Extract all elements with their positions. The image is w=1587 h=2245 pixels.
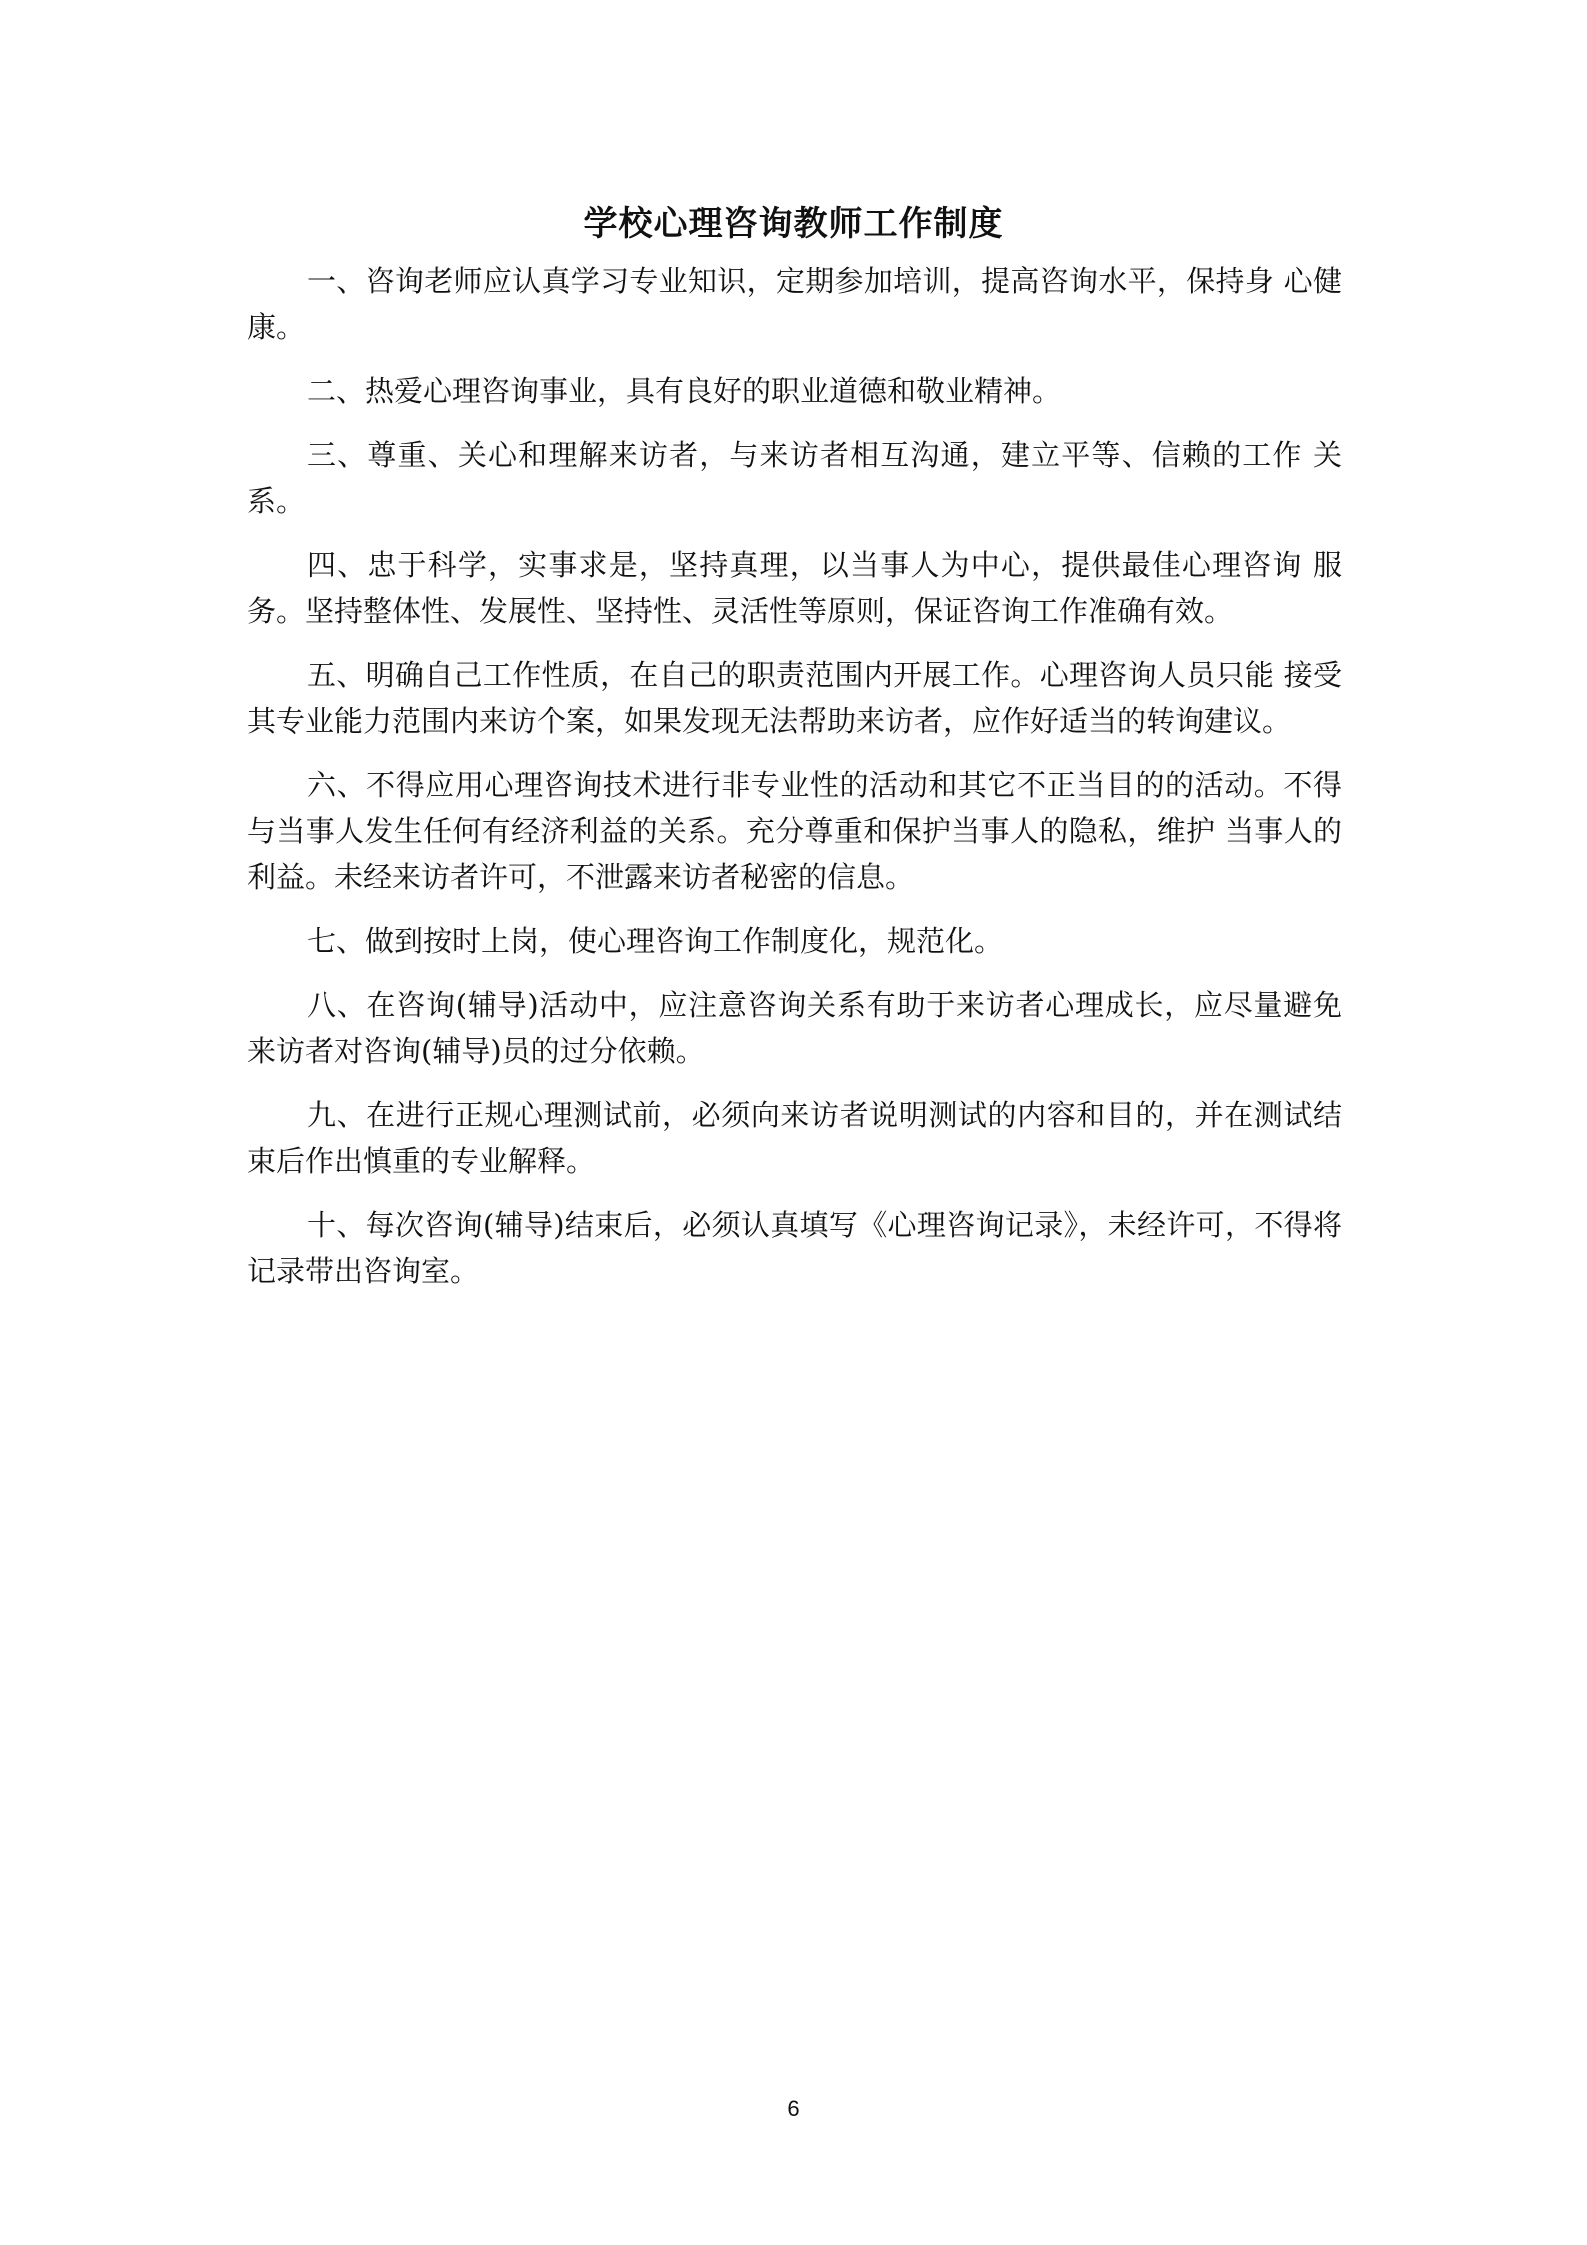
page-number: 6 xyxy=(787,2096,800,2121)
paragraph-8: 八、在咨询(辅导)活动中，应注意咨询关系有助于来访者心理成长，应尽量避免来访者对咨询(辅导)员的过分依赖。 xyxy=(247,988,1342,1068)
paragraph-6: 六、不得应用心理咨询技术进行非专业性的活动和其它不正当目的的活动。不得与当事人发生任何有经济利益的关系。充分尊重和保护当事人的隐私，维护 当事人的利益。未经来访者许可，不泄露来访者秘密的信息。 xyxy=(247,768,1342,894)
paragraph-9: 九、在进行正规心理测试前，必须向来访者说明测试的内容和目的，并在测试结束后作出慎重的专业解释。 xyxy=(247,1098,1342,1178)
document-body xyxy=(247,258,1342,1312)
paragraph-7: 七、做到按时上岗，使心理咨询工作制度化，规范化。 xyxy=(307,924,1004,958)
paragraph-1: 一、咨询老师应认真学习专业知识，定期参加培训，提高咨询水平，保持身 心健康。 xyxy=(247,264,1342,344)
paragraph-4: 四、忠于科学，实事求是，坚持真理，以当事人为中心，提供最佳心理咨询 服务。坚持整体性、发展性、坚持性、灵活性等原则，保证咨询工作准确有效。 xyxy=(247,548,1342,628)
paragraph-3: 三、尊重、关心和理解来访者，与来访者相互沟通，建立平等、信赖的工作 关系。 xyxy=(247,438,1342,518)
document-title: 学校心理咨询教师工作制度 xyxy=(583,204,1004,244)
paragraph-5: 五、明确自己工作性质，在自己的职责范围内开展工作。心理咨询人员只能 接受其专业能力范围内来访个案，如果发现无法帮助来访者，应作好适当的转询建议。 xyxy=(247,658,1342,738)
paragraph-10: 十、每次咨询(辅导)结束后，必须认真填写《心理咨询记录》，未经许可，不得将记录带出咨询室。 xyxy=(247,1208,1342,1288)
paragraph-2: 二、热爱心理咨询事业，具有良好的职业道德和敬业精神。 xyxy=(307,374,1062,408)
